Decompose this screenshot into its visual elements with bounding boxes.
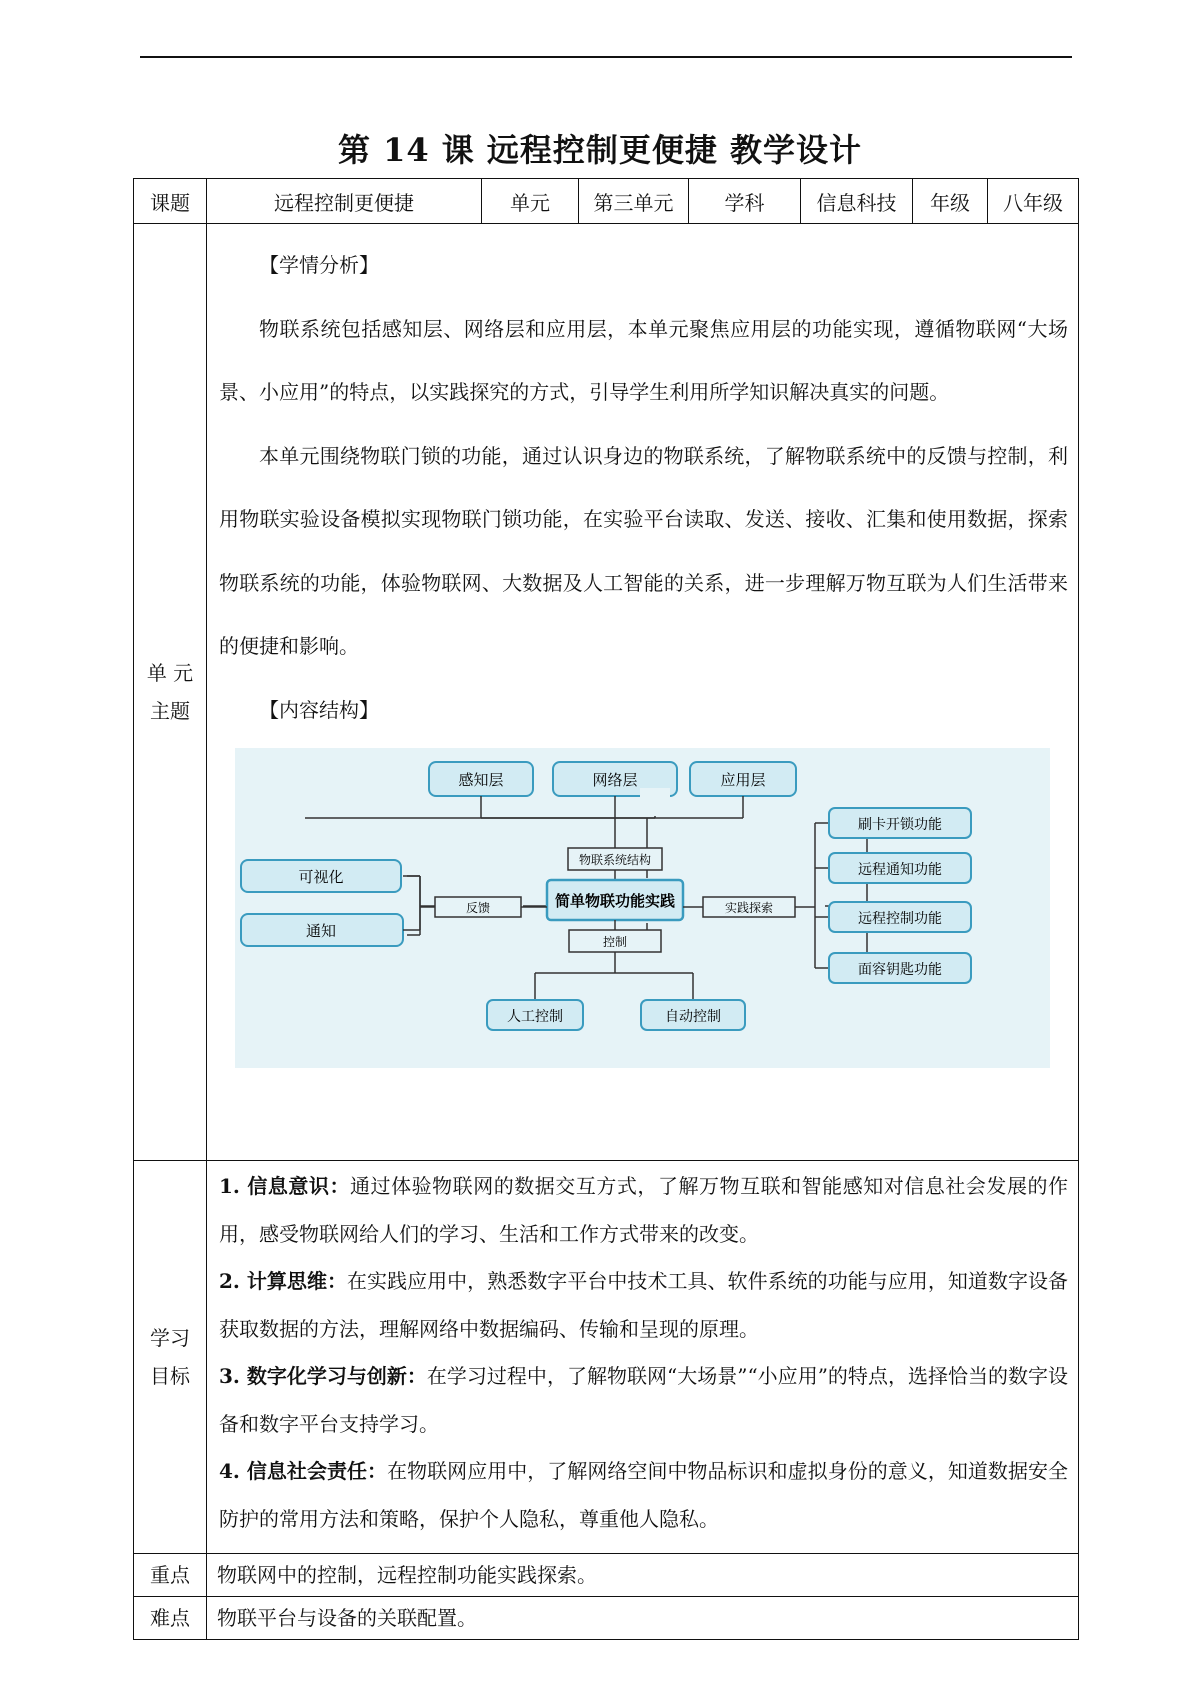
unit-theme-label-line2: 主题	[150, 699, 190, 723]
document-title: 第 14 课 远程控制更便捷 教学设计	[337, 131, 863, 169]
feedback-label-box	[435, 897, 521, 917]
structure-heading: 【内容结构】	[259, 697, 379, 722]
node-notification-label: 通知	[305, 922, 337, 940]
goal-item-text: 在实践应用中，熟悉数字平台中技术工具、软件系统的功能与应用，知道数字设备获取数据的方法，理解网络中数据编码、传输和呈现的原理。	[219, 1269, 1069, 1341]
goal-item	[219, 1163, 1068, 1258]
goals-label-line2: 目标	[150, 1364, 190, 1388]
header-row	[134, 179, 1079, 224]
goals-label-line1: 学习	[150, 1326, 190, 1350]
node-visualization-label: 可视化	[298, 868, 344, 886]
goal-item-text: 在学习过程中，了解物联网“大场景”“小应用”的特点，选择恰当的数字设备和数字平台支持学习。	[219, 1364, 1068, 1436]
node-perception-layer	[429, 762, 533, 796]
node-auto-control	[641, 1000, 745, 1030]
goal-item-text: 在物联网应用中，了解网络空间中物品标识和虚拟身份的意义，知道数据安全防护的常用方法和策略，保护个人隐私，尊重他人隐私。	[219, 1459, 1069, 1531]
goal-item	[219, 1448, 1068, 1543]
node-notification	[241, 914, 403, 946]
goal-item-head: 1. 信息意识：	[219, 1174, 351, 1198]
center-node	[547, 880, 683, 920]
node-perception-layer-label: 感知层	[458, 771, 504, 789]
node-manual-control-label: 人工控制	[507, 1009, 563, 1025]
difficulty-label: 难点	[134, 1597, 207, 1640]
top-layer-nodes	[429, 762, 796, 796]
key-point-label: 重点	[134, 1554, 207, 1597]
node-application-layer-label: 应用层	[720, 771, 766, 789]
unit-theme-content	[207, 224, 1079, 1161]
node-face-key	[829, 953, 971, 983]
goal-item	[219, 1353, 1068, 1448]
node-remote-control-label: 远程控制功能	[858, 911, 942, 927]
topic-label: 课题	[134, 179, 207, 224]
grade-label: 年级	[913, 179, 988, 224]
node-auto-control-label: 自动控制	[665, 1009, 721, 1025]
practice-label-box	[703, 897, 795, 917]
practice-label-text: 实践探索	[724, 901, 774, 915]
content-structure-diagram	[235, 748, 1050, 1068]
unit-label: 单元	[482, 179, 579, 224]
node-card-unlock-label: 刷卡开锁功能	[858, 817, 942, 833]
goals-row	[134, 1161, 1079, 1554]
node-manual-control	[487, 1000, 583, 1030]
node-remote-notify-label: 远程通知功能	[858, 862, 942, 878]
node-remote-control	[829, 902, 971, 932]
grade-value: 八年级	[988, 179, 1079, 224]
goals-label	[134, 1161, 207, 1554]
diagram-svg	[235, 748, 1050, 1068]
analysis-paragraph-1: 物联系统包括感知层、网络层和应用层，本单元聚焦应用层的功能实现，遵循物联网“大场景、小应用”的特点，以实践探究的方式，引导学生利用所学知识解决真实的问题。	[219, 316, 1068, 404]
structure-label-text: 物联系统结构	[578, 853, 652, 867]
goal-item-head: 2. 计算思维：	[219, 1269, 348, 1293]
goals-content	[207, 1161, 1079, 1554]
unit-theme-label-line1: 单 元	[146, 661, 194, 685]
node-visualization	[241, 860, 401, 892]
goal-item-head: 4. 信息社会责任：	[219, 1459, 388, 1483]
unit-theme-label	[134, 224, 207, 1161]
structure-label-box	[568, 848, 662, 870]
analysis-paragraph-2: 本单元围绕物联门锁的功能，通过认识身边的物联系统，了解物联系统中的反馈与控制，利用物联实验设备模拟实现物联门锁功能，在实验平台读取、发送、接收、汇集和使用数据，探索物联系统的功能，体验物联网、大数据及人工智能的关系，进一步理解万物互联为人们生活带来的便捷和影响。	[219, 443, 1068, 658]
goal-item-head: 3. 数字化学习与创新：	[219, 1364, 427, 1388]
lesson-plan-table	[133, 178, 1079, 1640]
subject-label: 学科	[689, 179, 801, 224]
node-network-layer-label: 网络层	[592, 771, 638, 789]
feedback-label-text: 反馈	[465, 901, 491, 915]
node-application-layer	[690, 762, 796, 796]
difficulty-text: 物联平台与设备的关联配置。	[207, 1597, 1079, 1640]
subject-value: 信息科技	[801, 179, 913, 224]
node-remote-notify	[829, 853, 971, 883]
analysis-heading: 【学情分析】	[259, 253, 379, 277]
center-node-label: 简单物联功能实践	[554, 892, 676, 910]
unit-value: 第三单元	[579, 179, 689, 224]
header-rule	[140, 56, 1072, 58]
key-point-text: 物联网中的控制，远程控制功能实践探索。	[207, 1554, 1079, 1597]
control-label-text: 控制	[602, 935, 628, 949]
key-point-row	[134, 1554, 1079, 1597]
control-label-box	[569, 930, 661, 952]
goal-item-text: 通过体验物联网的数据交互方式，了解万物互联和智能感知对信息社会发展的作用，感受物联网给人们的学习、生活和工作方式带来的改变。	[219, 1174, 1068, 1246]
topic-value: 远程控制更便捷	[207, 179, 482, 224]
goal-item	[219, 1258, 1068, 1353]
unit-theme-row	[134, 224, 1079, 1161]
difficulty-row	[134, 1597, 1079, 1640]
node-card-unlock	[829, 808, 971, 838]
node-face-key-label: 面容钥匙功能	[858, 962, 942, 978]
